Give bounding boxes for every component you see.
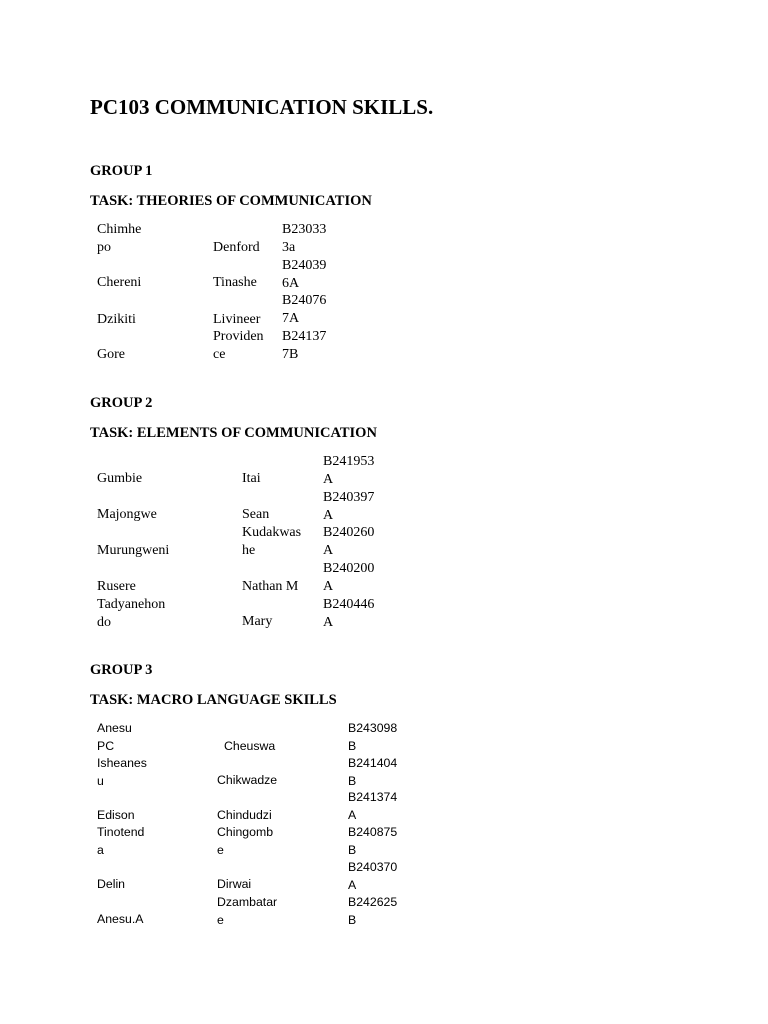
member-reg-no: B243098 B xyxy=(348,721,398,753)
member-surname: Murungweni xyxy=(97,543,170,558)
member-reg-no: B240875 B xyxy=(348,825,398,857)
member-surname: Tadyanehon do xyxy=(97,597,166,630)
member-reg-no: B240370 A xyxy=(348,860,398,892)
member-surname: Delin xyxy=(97,877,126,891)
member-reg-no: B24137 7B xyxy=(282,329,327,362)
member-first-name: Cheuswa xyxy=(224,739,276,753)
member-first-name: Chindudzi xyxy=(217,808,272,822)
member-first-name: Itai xyxy=(242,471,261,486)
group-2-task: TASK: ELEMENTS OF COMMUNICATION xyxy=(90,425,377,441)
member-first-name: Mary xyxy=(242,614,273,629)
member-surname: Chereni xyxy=(97,275,142,290)
member-first-name: Livineer xyxy=(213,312,261,327)
member-reg-no: B240446 A xyxy=(323,597,375,630)
member-first-name: Chingomb e xyxy=(217,825,274,857)
member-surname: Gore xyxy=(97,347,125,362)
member-surname: Chimhe po xyxy=(97,222,142,255)
member-reg-no: B23033 3a xyxy=(282,222,327,255)
member-first-name: Sean xyxy=(242,507,270,522)
member-surname: Anesu PC xyxy=(97,721,132,753)
page-title: PC103 COMMUNICATION SKILLS. xyxy=(90,95,434,119)
member-reg-no: B240397 A xyxy=(323,490,375,523)
group-1-task: TASK: THEORIES OF COMMUNICATION xyxy=(90,193,372,209)
member-reg-no: B24076 7A xyxy=(282,293,327,326)
member-first-name: Dzambatar e xyxy=(217,895,278,927)
member-surname: Majongwe xyxy=(97,507,157,522)
member-reg-no: B24039 6A xyxy=(282,258,327,291)
group-3-task: TASK: MACRO LANGUAGE SKILLS xyxy=(90,692,337,708)
member-reg-no: B240260 A xyxy=(323,525,375,558)
member-surname: Edison xyxy=(97,808,135,822)
group-3-heading: GROUP 3 xyxy=(90,662,153,678)
member-surname: Anesu.A xyxy=(97,912,144,926)
member-reg-no: B242625 B xyxy=(348,895,398,927)
member-surname: Dzikiti xyxy=(97,312,136,327)
member-reg-no: B240200 A xyxy=(323,561,375,594)
member-reg-no: B241404 B xyxy=(348,756,398,788)
member-surname: Gumbie xyxy=(97,471,143,486)
member-surname: Rusere xyxy=(97,579,136,594)
group-1-heading: GROUP 1 xyxy=(90,163,153,179)
member-first-name: Providen ce xyxy=(213,329,264,362)
group-2-heading: GROUP 2 xyxy=(90,395,153,411)
member-first-name: Chikwadze xyxy=(217,773,278,787)
member-surname: Isheanes u xyxy=(97,756,147,788)
member-first-name: Dirwai xyxy=(217,877,252,891)
member-reg-no: B241953 A xyxy=(323,454,375,487)
member-reg-no: B241374 A xyxy=(348,790,398,822)
member-first-name: Kudakwas he xyxy=(242,525,302,558)
member-first-name: Denford xyxy=(213,240,260,255)
member-surname: Tinotend a xyxy=(97,825,145,857)
member-first-name: Tinashe xyxy=(213,275,257,290)
member-first-name: Nathan M xyxy=(242,579,299,594)
